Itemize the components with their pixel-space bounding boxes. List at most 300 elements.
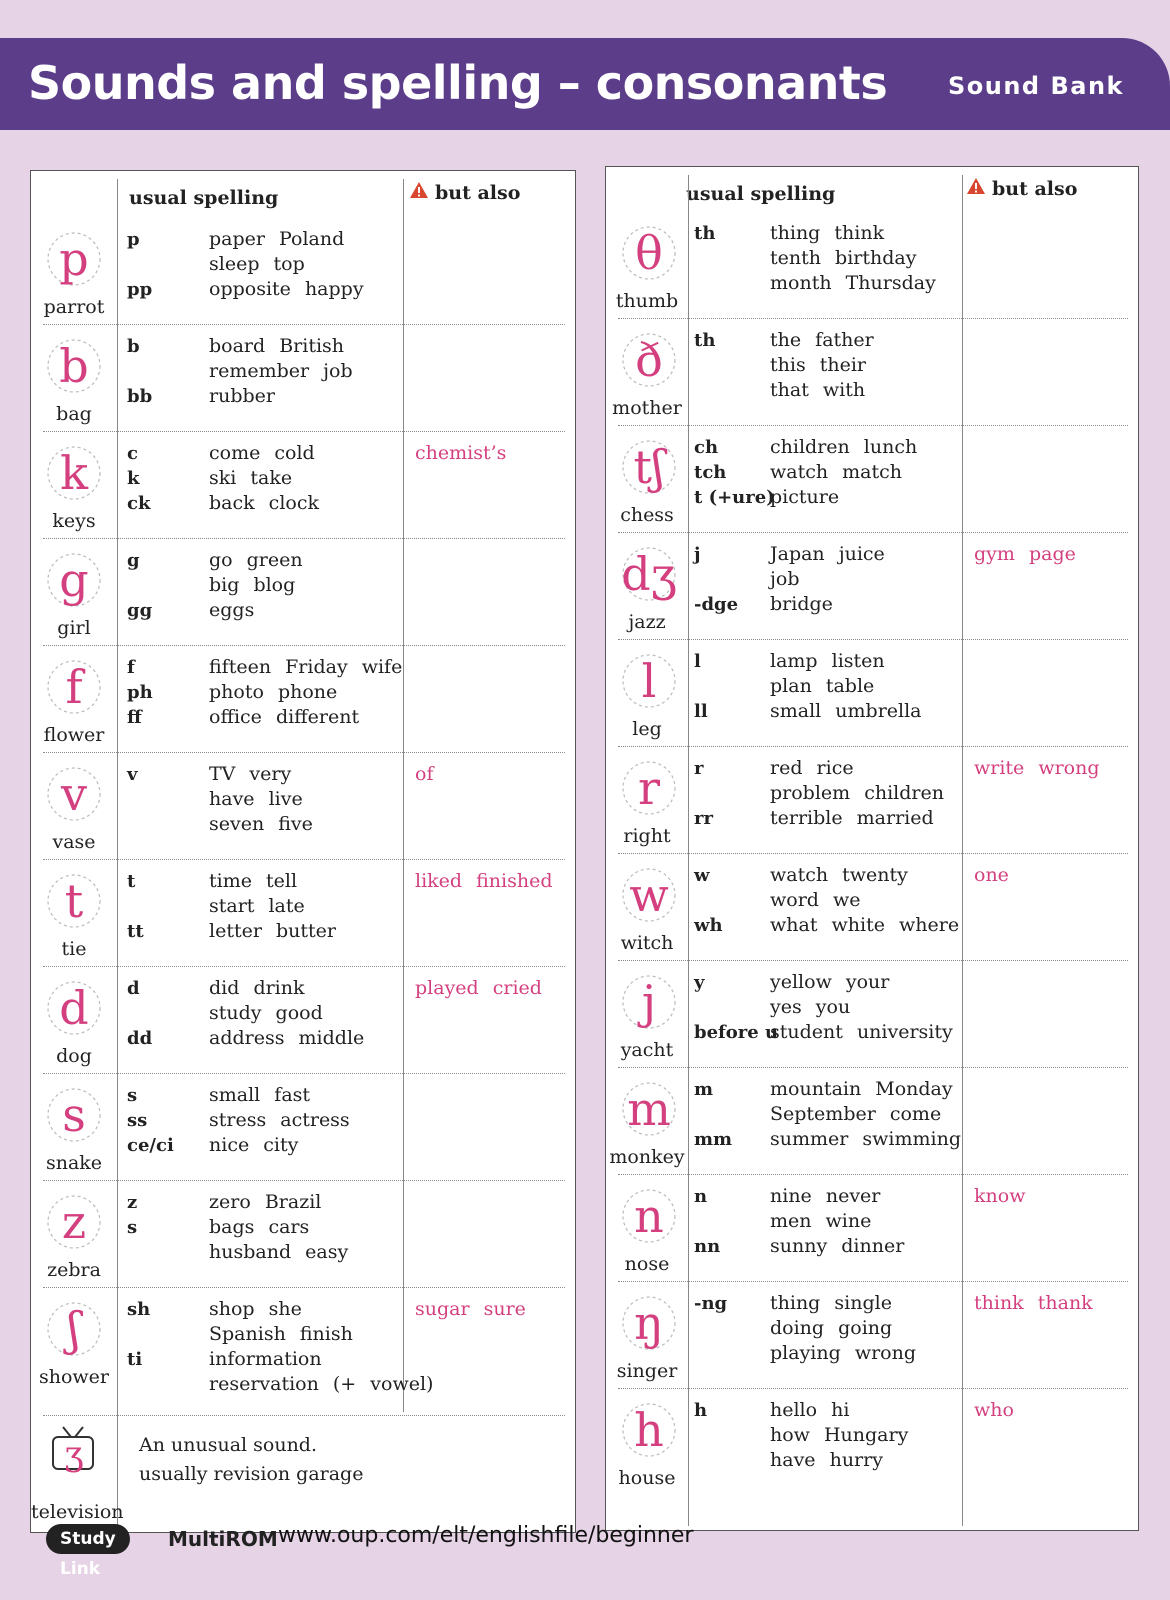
right-icon [614,750,684,820]
yacht-icon [614,964,684,1034]
example-line: board British [209,335,345,357]
spelling [694,781,713,806]
keyword: snake [45,1152,103,1174]
example-line: thing think [770,222,885,244]
but-also-words: liked finished [415,870,553,892]
column-header [606,167,1138,211]
spelling [127,1322,150,1347]
leg-icon [614,643,684,713]
spelling-list [694,1398,707,1423]
example-line: remember job [209,360,353,382]
website-link[interactable]: www.oup.com/elt/englishfile/beginner [278,1523,694,1548]
spelling [127,573,152,598]
spelling: n [694,1186,708,1207]
keyword: monkey [609,1146,685,1168]
example-line: thing single [770,1292,892,1314]
zebra-icon [39,1184,109,1254]
example-words [770,221,936,296]
sound-symbol-box [31,859,117,966]
svg-text:g: g [59,553,89,607]
sound-symbol-box [606,1067,688,1174]
example-line: September come [770,1103,942,1125]
spelling-list [127,227,152,302]
spelling: bb [127,386,153,407]
sound-row-yacht [606,960,1138,1067]
mother-icon [614,322,684,392]
warning-icon [966,177,986,195]
example-line: student university [770,1021,953,1043]
example-line: big blog [209,574,296,596]
example-words [209,1190,348,1265]
keys-icon [39,435,109,505]
spelling: ss [127,1110,148,1131]
svg-text:t: t [64,874,84,928]
keyword: television [31,1501,124,1523]
keyword: girl [57,617,91,639]
spelling: j [694,544,701,565]
svg-text:f: f [65,660,83,714]
spelling: t (+ure) [694,487,775,508]
spelling-list [127,976,152,1051]
but-also-words: of [415,763,434,785]
but-also-words: who [974,1399,1014,1421]
sound-row-television [31,1417,575,1529]
example-words [209,548,303,623]
example-line: study good [209,1002,323,1024]
unusual-sound-note: An unusual sound. usually revision garage [139,1434,364,1485]
svg-text:m: m [627,1082,671,1136]
example-line: men wine [770,1210,872,1232]
sound-row-shower [31,1287,575,1394]
but-also-label: but also [992,178,1078,200]
spelling [127,359,152,384]
example-words [770,1184,904,1259]
multirom-label: MultiROM [168,1527,278,1551]
example-line: have live [209,788,303,810]
spelling: ti [127,1349,143,1370]
svg-text:θ: θ [635,226,663,280]
spelling-list [694,970,778,1045]
svg-text:ð: ð [635,333,663,387]
example-words [770,1077,961,1152]
svg-text:k: k [60,446,88,500]
example-words [209,1083,350,1158]
spelling: rr [694,808,713,829]
spelling [127,252,152,277]
svg-text:l: l [641,654,657,708]
spelling: s [127,1217,138,1238]
example-line: the father [770,329,874,351]
sound-row-snake [31,1073,575,1180]
but-also-words: think thank [974,1292,1093,1314]
example-line: mountain Monday [770,1078,953,1100]
example-line: tenth birthday [770,247,917,269]
spelling: tt [127,921,144,942]
example-words [209,227,364,302]
svg-text:v: v [61,767,87,821]
spelling-list [694,1077,732,1152]
keyword: house [618,1467,676,1489]
spelling: sh [127,1299,151,1320]
but-also-words: write wrong [974,757,1100,779]
example-line: picture [770,486,840,508]
spelling-list [694,863,723,938]
keyword: chess [620,504,674,526]
svg-text:ʒ: ʒ [64,1434,84,1474]
example-line: doing going [770,1317,893,1339]
but-also-heading [409,181,520,204]
sound-row-girl [31,538,575,645]
spelling-list [694,756,713,831]
keyword: leg [632,718,662,740]
sound-symbol-box [31,538,117,645]
sound-row-flower [31,645,575,752]
sound-row-vase [31,752,575,859]
sound-symbol-box [31,324,117,431]
jazz-icon [614,536,684,606]
example-words [770,542,885,617]
example-words [770,970,953,1045]
example-words [209,441,319,516]
sound-symbol-box [31,217,117,324]
example-line: come cold [209,442,315,464]
spelling: m [694,1079,714,1100]
keyword: right [623,825,671,847]
example-words [209,334,353,409]
house-icon [614,1392,684,1462]
keyword: jazz [628,611,666,633]
example-line: yellow your [770,971,890,993]
example-words [770,435,917,510]
dog-icon [39,970,109,1040]
sound-row-witch [606,853,1138,960]
sound-row-house [606,1388,1138,1495]
sound-row-singer [606,1281,1138,1388]
svg-text:n: n [634,1189,664,1243]
spelling: d [127,978,140,999]
sound-symbol-box [31,645,117,752]
spelling: b [127,336,140,357]
keyword: keys [52,510,96,532]
example-words [770,649,922,724]
example-line: problem children [770,782,944,804]
warning-icon [409,181,429,199]
example-line: red rice [770,757,854,779]
but-also-words: played cried [415,977,542,999]
vase-icon [39,756,109,826]
spelling [694,995,778,1020]
example-line: did drink [209,977,305,999]
example-line: shop she [209,1298,302,1320]
monkey-icon [614,1071,684,1141]
sound-symbol-box [31,1180,117,1287]
spelling: ff [127,707,142,728]
spelling: z [127,1192,138,1213]
spelling: ck [127,493,151,514]
sound-symbol-box [606,1174,688,1281]
example-line: playing wrong [770,1342,917,1364]
example-line: letter butter [209,920,336,942]
svg-text:ŋ: ŋ [634,1296,664,1350]
spelling: ce/ci [127,1135,174,1156]
example-words [770,1291,916,1366]
svg-text:z: z [61,1195,87,1249]
but-also-words: know [974,1185,1026,1207]
spelling: th [694,330,716,351]
example-line: watch twenty [770,864,908,886]
spelling: dd [127,1028,153,1049]
spelling: c [127,443,138,464]
spelling: before u [694,1022,779,1043]
spelling: ph [127,682,153,703]
spelling: tch [694,462,727,483]
keyword: dog [56,1045,92,1067]
svg-text:r: r [638,761,660,815]
consonants-table-right [605,166,1139,1531]
sound-symbol-box [31,752,117,859]
example-line: summer swimming [770,1128,961,1150]
example-line: word we [770,889,861,911]
spelling: w [694,865,710,886]
example-line: start late [209,895,305,917]
section-label: Sound Bank [947,72,1124,100]
sound-symbol-box [606,425,688,532]
example-line: this their [770,354,867,376]
example-line: how Hungary [770,1424,909,1446]
svg-text:w: w [629,868,669,922]
example-line: nine never [770,1185,881,1207]
spelling-list [127,548,152,623]
example-line: photo phone [209,681,338,703]
example-line: terrible married [770,807,934,829]
example-words [209,1297,433,1397]
example-line: office different [209,706,360,728]
sound-symbol-box [606,746,688,853]
spelling-list [694,1184,720,1259]
example-line: seven five [209,813,313,835]
spelling: ll [694,701,708,722]
spelling: mm [694,1129,733,1150]
page-header [0,38,1170,130]
witch-icon [614,857,684,927]
but-also-words: chemist’s [415,442,507,464]
keyword: flower [43,724,105,746]
usual-spelling-heading: usual spelling [129,187,279,209]
spelling: p [127,229,140,250]
tie-icon [39,863,109,933]
nose-icon [614,1178,684,1248]
example-line: bridge [770,593,833,615]
spelling-list [127,1190,137,1240]
spelling-list [127,869,144,944]
svg-text:h: h [634,1403,664,1457]
keyword: tie [61,938,87,960]
sound-row-right [606,746,1138,853]
keyword: singer [616,1360,678,1382]
example-words [770,756,944,831]
spelling-list [127,1083,174,1158]
svg-text:p: p [59,232,89,286]
sound-row-monkey [606,1067,1138,1174]
svg-text:dʒ: dʒ [621,547,677,601]
svg-text:ʃ: ʃ [67,1302,81,1356]
sound-row-nose [606,1174,1138,1281]
spelling [127,894,144,919]
spelling-list [694,435,775,510]
example-words [770,328,874,403]
svg-text:d: d [59,981,89,1035]
example-line: back clock [209,492,319,514]
spelling: wh [694,915,723,936]
spelling [694,1209,720,1234]
keyword: nose [624,1253,670,1275]
spelling [694,567,738,592]
sound-symbol-box [606,211,688,318]
spelling-list [127,1297,150,1372]
sound-symbol-box [606,1281,688,1388]
sound-row-parrot [31,217,575,324]
example-line: Spanish finish [209,1323,353,1345]
but-also-heading [966,177,1077,200]
sound-symbol-box [31,1073,117,1180]
snake-icon [39,1077,109,1147]
spelling: nn [694,1236,721,1257]
svg-text:tʃ: tʃ [633,440,665,494]
girl-icon [39,542,109,612]
keyword: thumb [615,290,679,312]
singer-icon [614,1285,684,1355]
but-also-words: one [974,864,1009,886]
example-line: small umbrella [770,700,922,722]
example-line: address middle [209,1027,365,1049]
example-line: what white where [770,914,960,936]
example-line: eggs [209,599,255,621]
spelling: s [127,1085,138,1106]
television-icon [39,1421,109,1491]
example-line: small fast [209,1084,311,1106]
example-words [770,1398,908,1473]
sound-symbol-box [606,853,688,960]
example-words [770,863,959,938]
example-words [209,762,313,837]
example-line: hello hi [770,1399,850,1421]
spelling: gg [127,600,153,621]
sound-row-keys [31,431,575,538]
spelling: r [694,758,704,779]
spelling: h [694,1400,708,1421]
sound-symbol-box [606,639,688,746]
spelling: y [694,972,705,993]
sound-row-bag [31,324,575,431]
sound-row-mother [606,318,1138,425]
example-line: sunny dinner [770,1235,905,1257]
example-line: month Thursday [770,272,936,294]
example-line: paper Poland [209,228,345,250]
spelling-list [694,649,708,724]
example-words [209,655,402,730]
sound-row-tie [31,859,575,966]
spelling: -dge [694,594,739,615]
spelling: th [694,223,716,244]
sound-symbol-box [606,1388,688,1495]
spelling: g [127,550,140,571]
spelling-list [127,655,153,730]
flower-icon [39,649,109,719]
example-line: opposite happy [209,278,364,300]
spelling [694,674,708,699]
example-line: job [770,568,800,590]
example-line: Japan juice [770,543,885,565]
example-line: ski take [209,467,293,489]
example-line: go green [209,549,303,571]
example-line: husband easy [209,1241,349,1263]
example-words [209,976,364,1051]
but-also-words: gym page [974,543,1076,565]
sound-symbol-box [606,960,688,1067]
spelling: pp [127,279,153,300]
sound-row-jazz [606,532,1138,639]
spelling: f [127,657,135,678]
example-words [209,869,336,944]
example-line: rubber [209,385,275,407]
keyword: shower [38,1366,110,1388]
spelling-list [694,328,715,353]
svg-text:b: b [59,339,89,393]
thumb-icon [614,215,684,285]
consonants-table-left [30,170,576,1533]
page-title: Sounds and spelling – consonants [28,56,888,110]
example-line: have hurry [770,1449,883,1471]
spelling-list [127,334,152,409]
example-line: fifteen Friday wife [209,656,403,678]
keyword: yacht [620,1039,674,1061]
example-line: lamp listen [770,650,885,672]
sound-row-zebra [31,1180,575,1287]
spelling: -ng [694,1293,728,1314]
example-line: children lunch [770,436,918,458]
spelling-list [127,441,150,516]
svg-text:j: j [641,975,657,1029]
keyword: zebra [47,1259,101,1281]
usual-spelling-heading: usual spelling [686,183,836,205]
shower-icon [39,1291,109,1361]
keyword: witch [620,932,674,954]
spelling [127,1001,152,1026]
spelling: l [694,651,701,672]
svg-text:s: s [62,1088,86,1142]
spelling: t [127,871,136,892]
sound-symbol-box [31,431,117,538]
example-line: stress actress [209,1109,350,1131]
sound-symbol-box [31,1287,117,1394]
sound-symbol-box [606,532,688,639]
spelling: k [127,468,140,489]
example-line: sleep top [209,253,305,275]
example-line: that with [770,379,866,401]
sound-row-thumb [606,211,1138,318]
study-link-badge: Study Link [46,1524,130,1554]
keyword: mother [612,397,682,419]
example-line: time tell [209,870,298,892]
sound-symbol-box [606,318,688,425]
but-also-words: sugar sure [415,1298,526,1320]
sound-row-leg [606,639,1138,746]
example-line: plan table [770,675,875,697]
sound-row-chess [606,425,1138,532]
example-line: zero Brazil [209,1191,322,1213]
example-line: TV very [209,763,292,785]
keyword: bag [56,403,92,425]
